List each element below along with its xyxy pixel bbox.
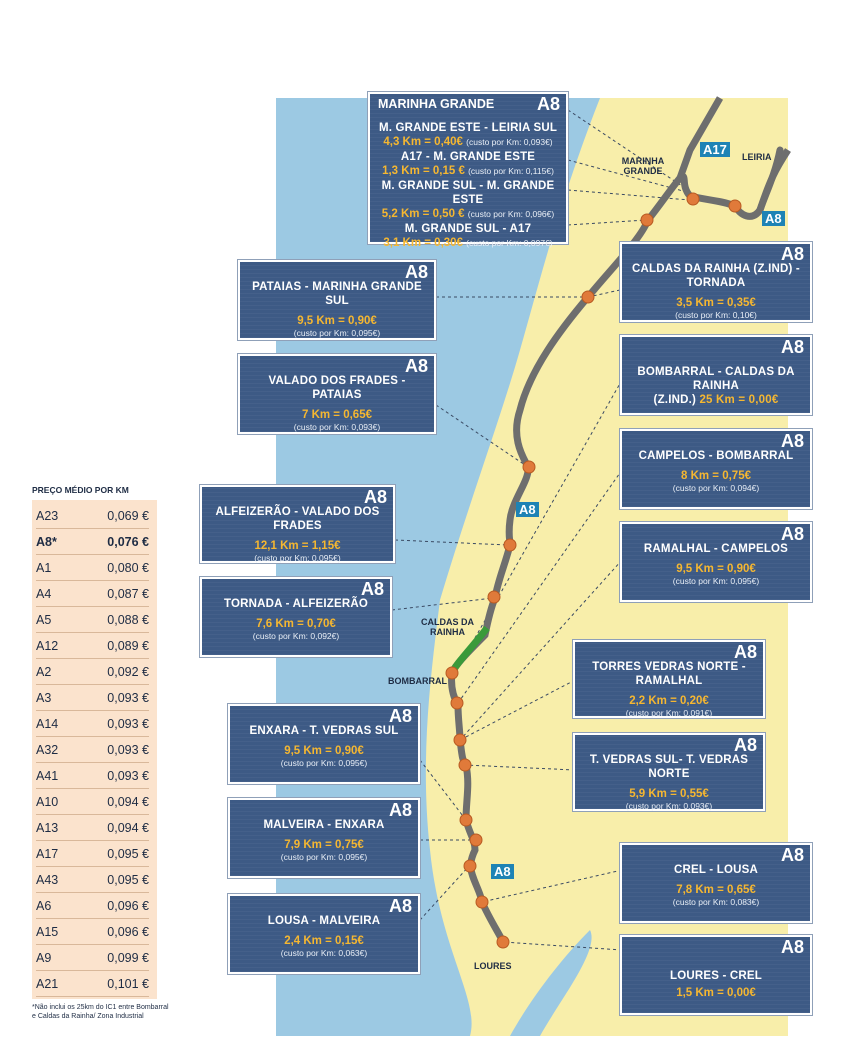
section-price: 3,5 Km = 0,35€ [676,297,756,309]
section-name-line2 [630,393,802,407]
price-value: 4,3 Km = 0,40€ [383,136,463,148]
section-price: 8 Km = 0,75€ [680,470,751,482]
section-name: LOUSA - MALVEIRA [267,915,381,927]
table-row [36,607,149,633]
road-name: A9 [36,951,52,965]
card-row [376,121,560,149]
highway-label: A8 [404,356,428,376]
highway-label: A8 [780,337,804,357]
road-name: A21 [36,977,59,991]
road-name: A13 [36,821,59,835]
section-price: 7,9 Km = 0,75€ [284,839,364,851]
card-tvnorte [573,640,765,718]
section-price: 7,8 Km = 0,65€ [676,884,756,896]
highway-label: A8 [733,642,757,662]
highway-label: A8 [733,735,757,755]
card-row [376,150,560,178]
table-row-highlight [36,529,149,555]
section-price: 9,5 Km = 0,90€ [676,563,756,575]
cost-per-km: (custo por Km: 0,095€) [280,852,368,862]
table-row [36,763,149,789]
highway-label: A8 [780,244,804,264]
a8-sign-north: A8 [762,211,785,226]
price-per-km: 0,088 € [107,613,149,627]
card-marinha-grande [368,92,568,249]
road-name: A17 [36,847,59,861]
cost-per-km: (custo por Km: 0,093€) [466,137,553,147]
price-per-km: 0,093 € [107,717,149,731]
table-row [36,841,149,867]
cost-per-km: (custo por Km: 0,063€) [280,948,368,958]
section-price: 2,4 Km = 0,15€ [284,935,364,947]
section-name: LOURES - CREL [669,970,763,982]
section-name: BOMBARRAL - CALDAS DA RAINHA [637,366,795,392]
table-row [36,633,149,659]
table-footnote: *Não inclui os 25km do IC1 entre Bombarral e Caldas da Rainha/ Zona Industrial [32,1004,169,1020]
road-name: A41 [36,769,59,783]
card-bombarral [620,335,812,415]
section-price: 9,5 Km = 0,90€ [297,315,377,327]
price-per-km: 0,087 € [107,587,149,601]
highway-label: A8 [388,706,412,726]
price-per-km: 0,080 € [107,561,149,575]
card-malveira [228,798,420,878]
card-caldas [620,242,812,322]
card-alfeizerao [200,485,395,563]
road-name: A12 [36,639,59,653]
cost-per-km: (custo por Km: 0,095€) [293,328,381,338]
price-per-km: 0,095 € [107,873,149,887]
price-per-km: 0,089 € [107,639,149,653]
price-value: 5,2 Km = 0,50 € [381,208,465,220]
price-per-km: 0,096 € [107,925,149,939]
price-per-km: 0,094 € [107,795,149,809]
card-tornada [200,577,392,657]
price-per-km: 0,096 € [107,899,149,913]
card-campelos [620,429,812,509]
highway-label: A8 [780,845,804,865]
section-price: 12,1 Km = 1,15€ [254,540,341,552]
table-row [36,945,149,971]
price-value: 3,1 Km = 0,30€ [383,237,463,249]
section-price [376,164,560,178]
road-name: A3 [36,691,52,705]
section-price: 1,5 Km = 0,00€ [676,987,756,999]
section-name: ALFEIZERÃO - VALADO DOS FRADES [215,506,380,532]
section-name: MALVEIRA - ENXARA [263,819,385,831]
highway-label: A8 [388,800,412,820]
label-bombarral: BOMBARRAL [388,676,447,686]
section-name: M. GRANDE ESTE - LEIRIA SUL [378,122,558,134]
cost-per-km: (custo por Km: 0,092€) [252,631,340,641]
card-lousa [228,894,420,974]
table-row [36,581,149,607]
cost-per-km: (custo por Km: 0,091€) [625,708,713,718]
road-name: A14 [36,717,59,731]
table-row [36,919,149,945]
label-loures: LOURES [474,961,512,971]
highway-label: A8 [780,937,804,957]
section-name: RAMALHAL - CAMPELOS [643,543,789,555]
label-marinha-grande: MARINHA GRANDE [621,156,665,176]
road-name: A32 [36,743,59,757]
label-caldas: CALDAS DA RAINHA [421,617,474,637]
highway-label: A8 [404,262,428,282]
section-price: 2,2 Km = 0,20€ [629,695,709,707]
price-per-km: 0,093 € [107,691,149,705]
section-name: VALADO DOS FRADES - PATAIAS [268,375,406,401]
cost-per-km: (custo por Km: 0,083€) [672,897,760,907]
highway-label: A8 [363,487,387,507]
section-name: M. GRANDE SUL - M. GRANDE ESTE [381,180,555,206]
cost-per-km: (custo por Km: 0,095€) [672,576,760,586]
table-body [32,500,157,999]
table-title: PREÇO MÉDIO POR KM [32,485,129,495]
price-per-km: 0,092 € [107,665,149,679]
cost-per-km: (custo por Km: 0,097€) [466,238,553,248]
section-name: A17 - M. GRANDE ESTE [400,151,536,163]
table-row [36,789,149,815]
road-name: A4 [36,587,52,601]
table-row [36,555,149,581]
a8-sign-mid: A8 [516,502,539,517]
highway-label: A8 [388,896,412,916]
section-price [376,135,560,149]
section-name: M. GRANDE SUL - A17 [404,223,532,235]
card-ramalhal [620,522,812,602]
road-name: A23 [36,509,59,523]
highway-label: A8 [780,524,804,544]
table-row [36,711,149,737]
section-price [376,236,560,250]
road-name: A1 [36,561,52,575]
cost-per-km: (custo por Km: 0,096€) [467,209,555,219]
cost-per-km: (custo por Km: 0,093€) [293,422,381,432]
price-per-km: 0,099 € [107,951,149,965]
section-name: CALDAS DA RAINHA (Z.IND) - TORNADA [632,263,800,289]
a17-sign: A17 [700,142,730,157]
price-per-km: 0,076 € [107,535,149,549]
table-row [36,971,149,997]
card-row [376,179,560,221]
card-pataias [238,260,436,340]
table-row [36,659,149,685]
section-price: 25 Km = 0,00€ [699,394,779,406]
road-name: A10 [36,795,59,809]
a8-sign-south: A8 [491,864,514,879]
price-per-km: 0,069 € [107,509,149,523]
table-row [36,815,149,841]
section-name: ENXARA - T. VEDRAS SUL [249,725,399,737]
label-leiria: LEIRIA [742,152,772,162]
cost-per-km: (custo por Km: 0,115€) [468,166,554,176]
section-name: TORRES VEDRAS NORTE - RAMALHAL [592,661,746,687]
table-row [36,867,149,893]
price-per-km: 0,093 € [107,769,149,783]
section-name: PATAIAS - MARINHA GRANDE SUL [252,281,422,307]
road-name: A15 [36,925,59,939]
highway-label: A8 [536,94,560,114]
average-price-table [32,485,169,1021]
section-name: TORNADA - ALFEIZERÃO [223,598,369,610]
section-price: 9,5 Km = 0,90€ [284,745,364,757]
cost-per-km: (custo por Km: 0,094€) [672,483,760,493]
cost-per-km: (custo por Km: 0,095€) [254,553,341,563]
card-title: MARINHA GRANDE [378,97,495,111]
section-name: CAMPELOS - BOMBARRAL [638,450,794,462]
section-name: CREL - LOUSA [674,864,758,876]
price-per-km: 0,095 € [107,847,149,861]
price-per-km: 0,093 € [107,743,149,757]
price-per-km: 0,094 € [107,821,149,835]
price-per-km: 0,101 € [107,977,149,991]
road-name: A6 [36,899,52,913]
section-name-suffix: (Z.IND.) [653,394,697,406]
card-crel [620,843,812,923]
table-row [36,893,149,919]
table-row [36,737,149,763]
card-valado [238,354,436,434]
road-name: A5 [36,613,52,627]
cost-per-km: (custo por Km: 0,10€) [675,310,757,320]
section-price: 7,6 Km = 0,70€ [256,618,336,630]
cost-per-km: (custo por Km: 0,093€) [625,801,713,811]
card-loures [620,935,812,1015]
road-name: A2 [36,665,52,679]
price-value: 1,3 Km = 0,15 € [382,165,465,177]
highway-label: A8 [780,431,804,451]
road-name: A43 [36,873,59,887]
cost-per-km: (custo por Km: 0,095€) [280,758,368,768]
road-name: A8* [36,535,57,549]
section-price: 7 Km = 0,65€ [301,409,372,421]
section-price: 5,9 Km = 0,55€ [629,788,709,800]
section-price [376,207,560,221]
highway-label: A8 [360,579,384,599]
table-row [36,685,149,711]
table-row [36,503,149,529]
card-enxara [228,704,420,784]
card-tvsul [573,733,765,811]
card-row [376,222,560,250]
section-name: T. VEDRAS SUL- T. VEDRAS NORTE [589,754,749,780]
